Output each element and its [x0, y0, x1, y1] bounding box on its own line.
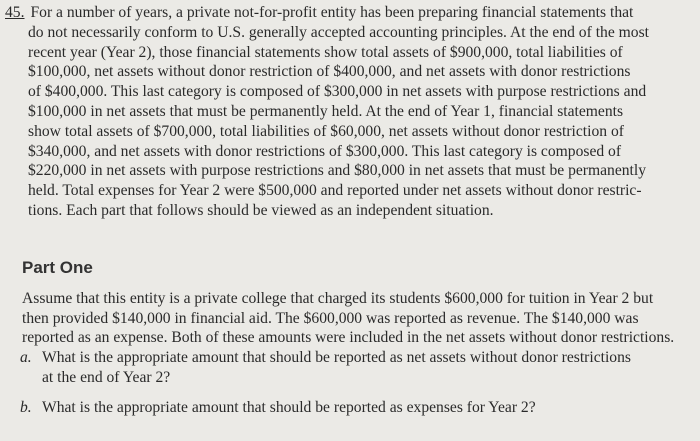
question-b [20, 398, 700, 418]
intro-line-4: $100,000, net assets without donor restriction of $400,000, and net assets with donor restrictions [28, 63, 631, 81]
question-b-label: b. [20, 399, 32, 416]
question-a [20, 348, 700, 387]
part-one-line-2: then provided $140,000 in financial aid. The $600,000 was reported as revenue. The $140,000 was [22, 309, 639, 327]
question-number: 45. [5, 4, 25, 21]
intro-line-5: of $400,000. This last category is composed of $300,000 in net assets with purpose restrictions and [28, 83, 647, 101]
part-one-body [22, 289, 679, 348]
intro-line-11: tions. Each part that follows should be viewed as an independent situation. [28, 201, 494, 219]
question-b-text: What is the appropriate amount that should be reported as expenses for Year 2? [42, 399, 536, 416]
question-intro [5, 3, 680, 221]
intro-line-8: $340,000, and net assets with donor restrictions of $300,000. This last category is composed of [28, 142, 622, 160]
question-a-line-2: at the end of Year 2? [42, 368, 171, 386]
question-a-label: a. [20, 349, 32, 366]
intro-line-1: 45. For a number of years, a private not-for-profit entity has been preparing financial statements that [5, 4, 634, 21]
intro-line-2: do not necessarily conform to U.S. generally accepted accounting principles. At the end of the most [28, 23, 649, 41]
question-a-line-1: What is the appropriate amount that should be reported as net assets without donor restrictions [42, 349, 631, 366]
part-one-line-3: reported as an expense. Both of these amounts were included in the net assets without donor restrictions. [22, 329, 675, 347]
intro-line-6: $100,000 in net assets that must be permanently held. At the end of Year 1, financial statements [28, 102, 624, 120]
intro-line-7: show total assets of $700,000, total liabilities of $60,000, net assets without donor restriction of [28, 122, 624, 140]
part-one-line-1: Assume that this entity is a private college that charged its students $600,000 for tuition in Year 2 but [22, 290, 654, 307]
intro-line-9: $220,000 in net assets with purpose restrictions and $80,000 in net assets that must be permanently [28, 162, 647, 180]
part-one-heading: Part One [22, 258, 93, 277]
intro-line-10: held. Total expenses for Year 2 were $500,000 and reported under net assets without donor restric- [28, 182, 642, 200]
intro-line-3: recent year (Year 2), those financial statements show total assets of $900,000, total liabilities of [28, 43, 623, 61]
